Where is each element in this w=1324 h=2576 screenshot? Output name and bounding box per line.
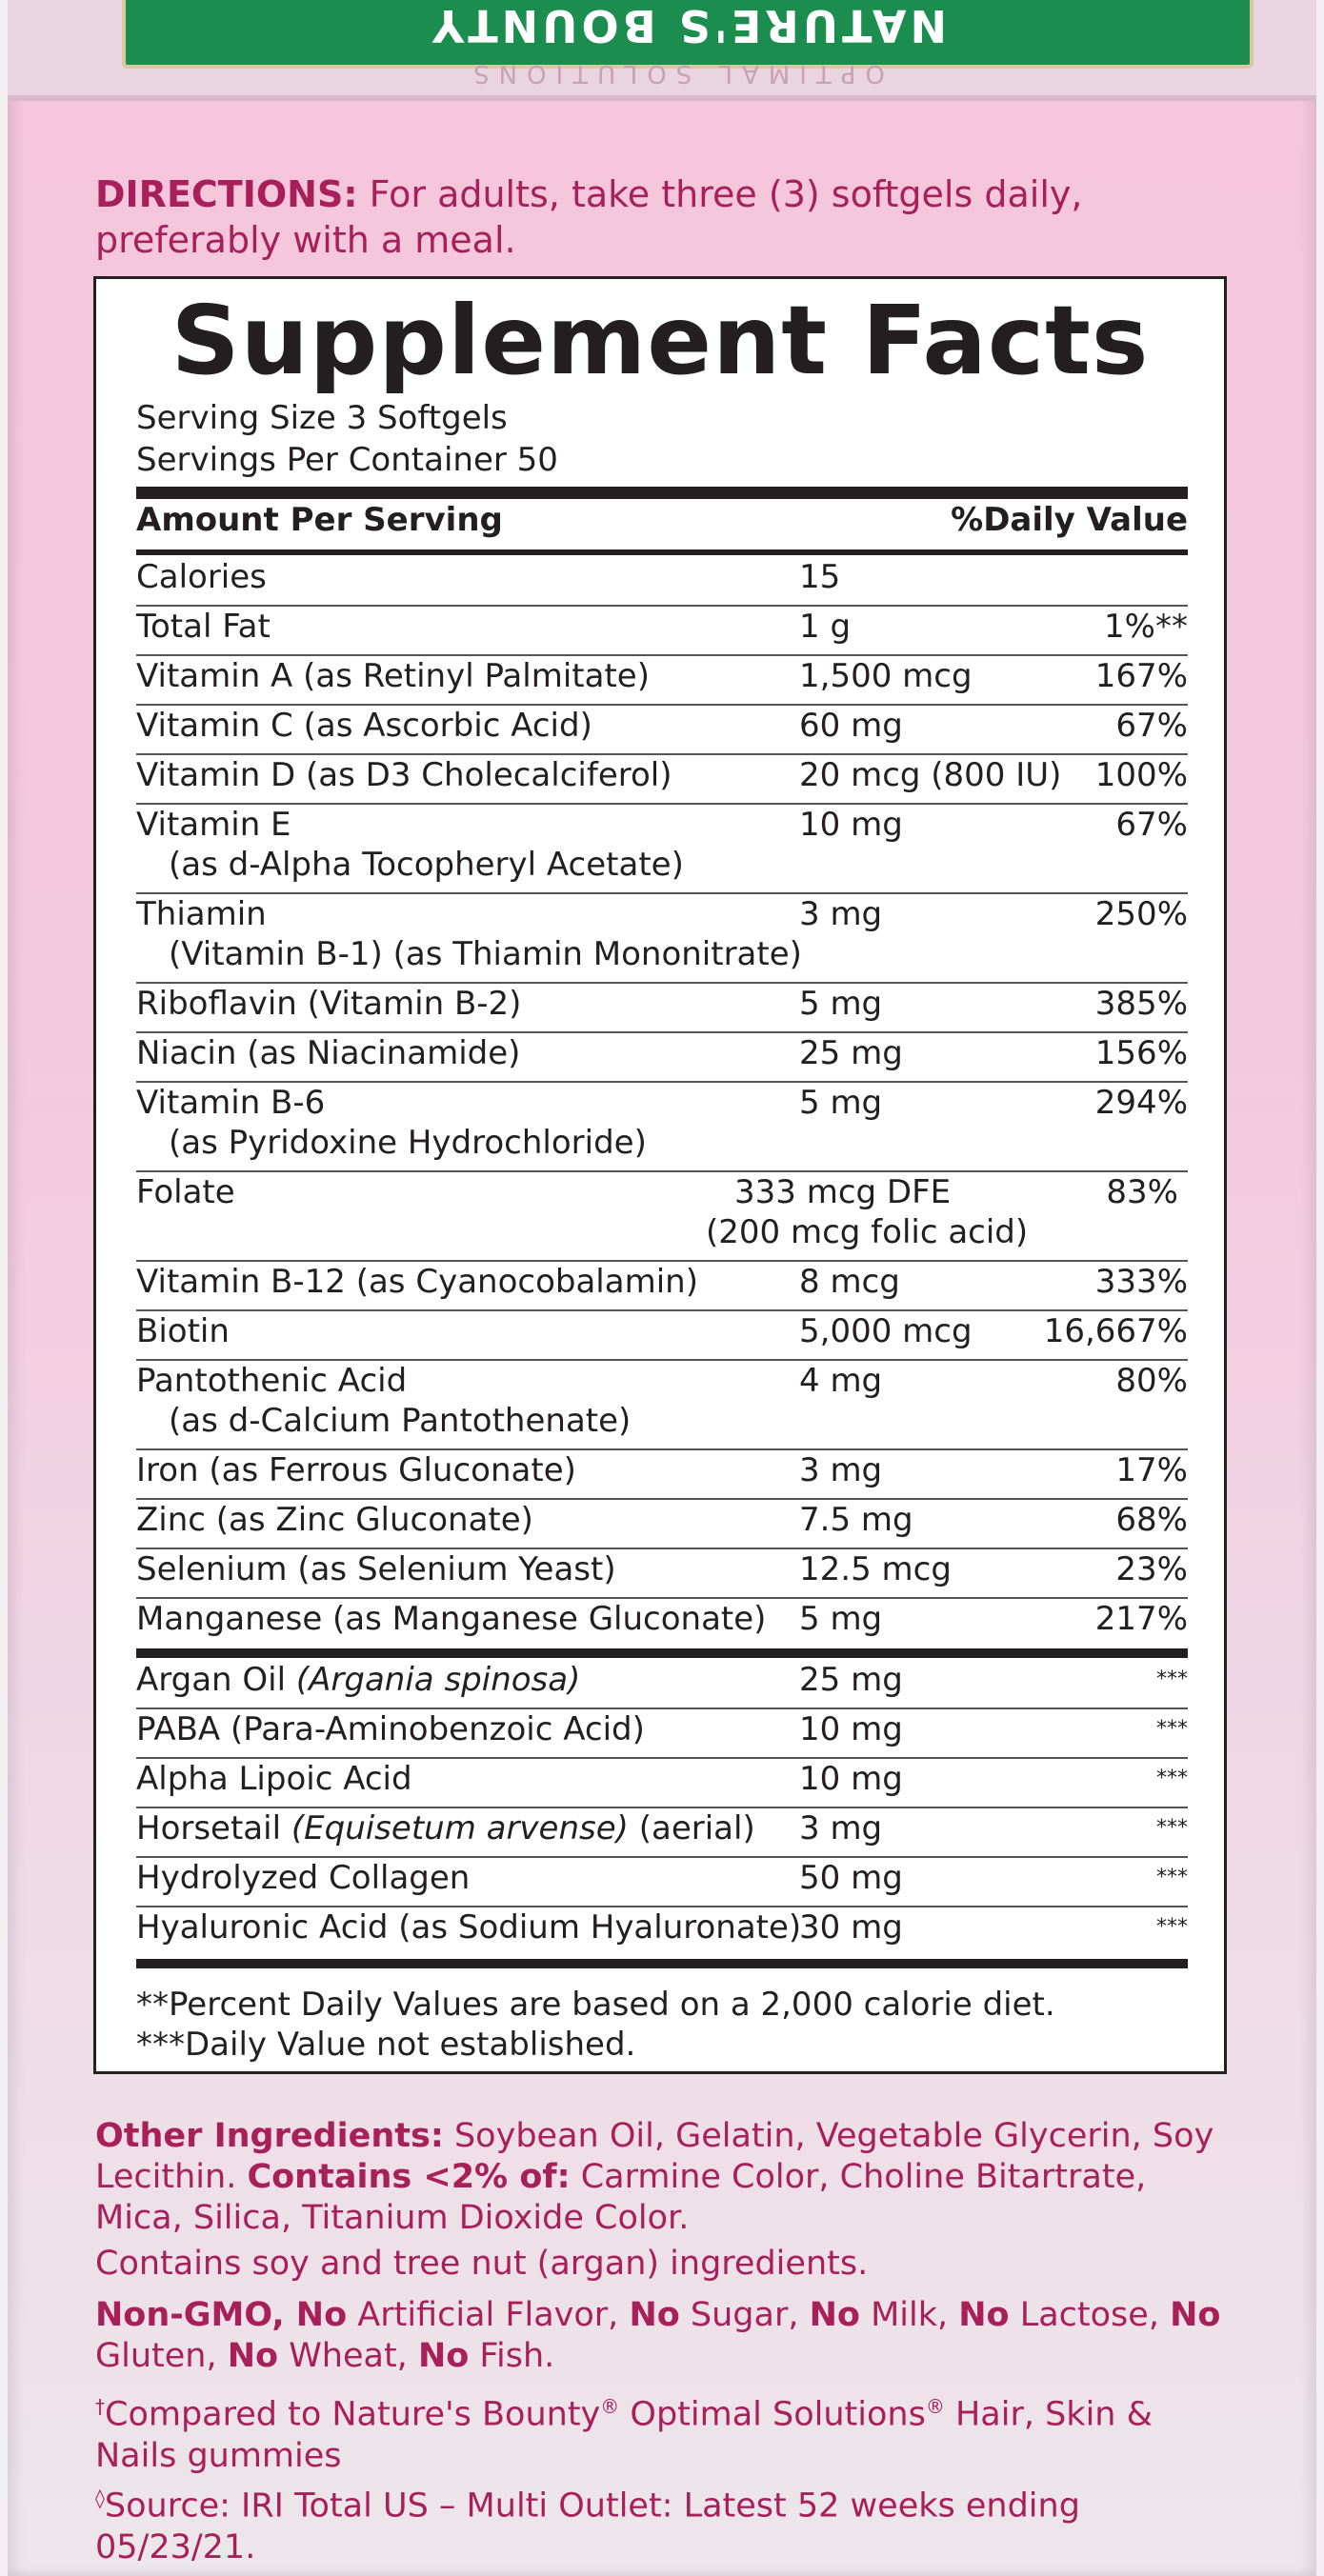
- section-rule: [136, 1648, 1188, 1658]
- non-gmo-text: Gluten,: [95, 2337, 228, 2375]
- daily-value: ***: [1156, 1915, 1188, 1939]
- daily-value: 167%: [1094, 657, 1188, 695]
- daily-value: 80%: [1115, 1362, 1188, 1400]
- daily-value: 17%: [1115, 1451, 1188, 1489]
- nutrient-row: [136, 1500, 1188, 1549]
- nutrient-name: Pantothenic Acid: [136, 1362, 408, 1400]
- directions-label: DIRECTIONS:: [95, 173, 358, 215]
- no-label: No: [809, 2296, 860, 2334]
- medium-rule: [136, 549, 1188, 555]
- ingredient-amount: 10 mg: [799, 1710, 903, 1748]
- non-gmo-text: Sugar,: [679, 2296, 810, 2334]
- nutrient-amount: 5,000 mcg: [799, 1312, 973, 1350]
- nutrient-amount: 10 mg: [799, 806, 903, 844]
- other-ingredients-text: Soybean Oil, Gelatin, Vegetable Glycerin, Soy Lecithin.: [95, 2117, 1214, 2196]
- daily-value: 23%: [1115, 1550, 1188, 1588]
- nutrient-row: [136, 557, 1188, 607]
- ingredient-amount: 10 mg: [799, 1760, 903, 1798]
- nutrient-row: [136, 706, 1188, 755]
- nutrient-amount: 1 g: [799, 608, 852, 646]
- daily-value: 68%: [1115, 1501, 1188, 1539]
- nutrient-amount: 3 mg: [799, 895, 883, 933]
- daily-value: 67%: [1115, 806, 1188, 844]
- ingredient-name: [136, 1907, 801, 1947]
- contains-text: Carmine Color, Choline Bitartrate, Mica, Silica, Titanium Dioxide Color.: [95, 2158, 1147, 2237]
- supplement-facts-panel: [93, 276, 1227, 2074]
- nutrient-amount-detail: (200 mcg folic acid): [706, 1213, 1029, 1251]
- nutrient-row: [136, 755, 1188, 805]
- ingredient-latin-name: (Argania spinosa): [295, 1661, 581, 1699]
- daily-value: ***: [1156, 1767, 1188, 1790]
- facts-title: Supplement Facts: [171, 285, 1150, 396]
- daily-value: 83%: [1106, 1173, 1178, 1211]
- daily-value-label: %Daily Value: [951, 501, 1188, 539]
- daily-value: 217%: [1094, 1600, 1188, 1638]
- ingredient-amount: 3 mg: [799, 1809, 883, 1847]
- ingredient-name: [136, 1858, 470, 1898]
- ingredient-name-text: Hydrolyzed Collagen: [136, 1859, 471, 1897]
- nutrient-row: [136, 1599, 1188, 1648]
- ingredient-name-text: Hyaluronic Acid (as Sodium Hyaluronate): [136, 1908, 802, 1947]
- non-gmo-text: Lactose,: [1009, 2296, 1171, 2334]
- daily-value: 1%**: [1104, 608, 1188, 646]
- no-label: No: [417, 2337, 470, 2375]
- ingredient-name: [136, 1660, 580, 1700]
- non-gmo-text: Fish.: [469, 2337, 555, 2375]
- nutrient-row: [136, 1262, 1188, 1311]
- amount-per-serving-label: Amount Per Serving: [136, 501, 503, 539]
- nutrient-name: Riboflavin (Vitamin B-2): [136, 985, 522, 1023]
- nutrient-row: [136, 656, 1188, 706]
- daily-value: ***: [1156, 1667, 1188, 1691]
- ingredient-name-text: Horsetail: [136, 1809, 282, 1847]
- ingredient-latin-name: (Equisetum arvense): [291, 1809, 629, 1847]
- comparison-text: Compared to Nature's Bounty: [105, 2395, 601, 2434]
- ingredient-name: [136, 1709, 645, 1749]
- registered-mark: ®: [925, 2395, 945, 2418]
- top-flap: [8, 0, 1316, 99]
- daily-value: ***: [1156, 1816, 1188, 1840]
- nutrient-amount: 1,500 mcg: [799, 657, 973, 695]
- other-ingredients: [95, 2116, 1229, 2239]
- nutrient-name: Folate: [136, 1173, 235, 1211]
- source-note: [95, 2478, 1229, 2568]
- ingredient-name-text: PABA (Para-Aminobenzoic Acid): [136, 1710, 645, 1748]
- nutrient-row: [136, 1549, 1188, 1599]
- nutrient-name: Iron (as Ferrous Gluconate): [136, 1451, 576, 1489]
- nutrient-amount: 7.5 mg: [799, 1501, 913, 1539]
- nutrient-row: [136, 1450, 1188, 1500]
- nutrient-row: [136, 1083, 1188, 1172]
- nutrient-name: Total Fat: [136, 608, 271, 646]
- nutrient-row: [136, 805, 1188, 894]
- nutrient-row: [136, 1311, 1188, 1361]
- nutrient-name: Vitamin D (as D3 Cholecalciferol): [136, 756, 672, 794]
- nutrient-source: (as Pyridoxine Hydrochloride): [169, 1124, 647, 1162]
- nutrient-row: [136, 1172, 1188, 1262]
- no-label: No: [629, 2296, 680, 2334]
- directions: [95, 171, 1238, 263]
- other-ingredients-label: Other Ingredients:: [95, 2117, 444, 2155]
- comparison-note: [95, 2386, 1229, 2477]
- source-mark: ◊: [95, 2486, 105, 2509]
- nutrient-amount: 8 mcg: [799, 1263, 900, 1301]
- servings-per-container: Servings Per Container 50: [136, 441, 558, 479]
- non-gmo-text: Milk,: [859, 2296, 959, 2334]
- nutrient-name: Vitamin B-12 (as Cyanocobalamin): [136, 1263, 698, 1301]
- nutrient-name: Vitamin A (as Retinyl Palmitate): [136, 657, 650, 695]
- daily-value: 100%: [1094, 756, 1188, 794]
- nutrient-name: Thiamin: [136, 895, 267, 933]
- non-gmo-text: Wheat,: [278, 2337, 418, 2375]
- comparison-text: Optimal Solutions: [619, 2395, 926, 2434]
- nutrient-source: (as d-Calcium Pantothenate): [169, 1402, 632, 1440]
- non-gmo-statement: [95, 2295, 1229, 2377]
- no-label: No: [1170, 2296, 1221, 2334]
- no-label: No: [958, 2296, 1010, 2334]
- daily-value: 156%: [1094, 1034, 1188, 1072]
- nutrient-amount: 5 mg: [799, 1600, 883, 1638]
- no-label: No: [227, 2337, 279, 2375]
- nutrient-source: (as d-Alpha Tocopheryl Acetate): [169, 846, 684, 884]
- nutrient-source: (Vitamin B-1) (as Thiamin Mononitrate): [169, 935, 802, 973]
- ingredient-name: [136, 1759, 412, 1799]
- nutrient-name: Vitamin C (as Ascorbic Acid): [136, 707, 592, 745]
- non-gmo-label: Non-GMO, No: [95, 2296, 348, 2334]
- daily-value: ***: [1156, 1866, 1188, 1889]
- nutrient-name: Selenium (as Selenium Yeast): [136, 1550, 616, 1588]
- daily-value: 333%: [1094, 1263, 1188, 1301]
- nutrient-amount: 12.5 mcg: [799, 1550, 952, 1588]
- nutrient-name: Zinc (as Zinc Gluconate): [136, 1501, 533, 1539]
- nutrient-name: Manganese (as Manganese Gluconate): [136, 1600, 767, 1638]
- nutrient-row: [136, 1361, 1188, 1450]
- nutrient-name: Vitamin E: [136, 806, 291, 844]
- serving-size: Serving Size 3 Softgels: [136, 399, 508, 437]
- source-text: Source: IRI Total US – Multi Outlet: Latest 52 weeks ending 05/23/21.: [95, 2486, 1080, 2566]
- flap-edge: [8, 95, 1316, 101]
- daily-value: 67%: [1115, 707, 1188, 745]
- footnote-daily-values: **Percent Daily Values are based on a 2,000 calorie diet.: [136, 1986, 1055, 2024]
- nutrient-amount: 333 mcg DFE: [734, 1173, 952, 1211]
- nutrient-name: Calories: [136, 558, 267, 596]
- nutrient-amount: 4 mg: [799, 1362, 883, 1400]
- non-gmo-text: Artificial Flavor,: [347, 2296, 630, 2334]
- nutrient-name: Vitamin B-6: [136, 1084, 326, 1122]
- daily-value: 385%: [1094, 985, 1188, 1023]
- comparison-text: Hair, Skin & Nails gummies: [95, 2395, 1153, 2475]
- daily-value: 250%: [1094, 895, 1188, 933]
- nutrient-amount: 15: [799, 558, 841, 596]
- thick-rule: [136, 487, 1188, 499]
- registered-mark: ®: [600, 2395, 620, 2418]
- ingredient-name-text: Alpha Lipoic Acid: [136, 1760, 412, 1798]
- ingredient-name-text: Argan Oil: [136, 1661, 287, 1699]
- amount-header: [136, 501, 1188, 539]
- daily-value: 16,667%: [1043, 1312, 1188, 1350]
- nutrient-amount: 20 mcg (800 IU): [799, 756, 1062, 794]
- dagger-mark: †: [95, 2395, 105, 2418]
- allergen-statement: Contains soy and tree nut (argan) ingredients.: [95, 2245, 869, 2283]
- footnote-not-established: ***Daily Value not established.: [136, 2026, 636, 2064]
- nutrient-name: Biotin: [136, 1312, 230, 1350]
- contains-label: Contains <2% of:: [247, 2158, 571, 2196]
- daily-value: 294%: [1094, 1084, 1188, 1122]
- daily-value: ***: [1156, 1717, 1188, 1741]
- nutrient-amount: 25 mg: [799, 1034, 903, 1072]
- nutrient-name: Niacin (as Niacinamide): [136, 1034, 521, 1072]
- ingredient-amount: 30 mg: [799, 1908, 903, 1947]
- nutrient-row: [136, 894, 1188, 984]
- ingredient-amount: 25 mg: [799, 1661, 903, 1699]
- brand-subtitle: OPTIMAL SOLUTIONS: [464, 59, 885, 88]
- nutrient-amount: 5 mg: [799, 1084, 883, 1122]
- nutrient-amount: 3 mg: [799, 1451, 883, 1489]
- nutrient-amount: 5 mg: [799, 985, 883, 1023]
- nutrient-row: [136, 1033, 1188, 1083]
- directions-text: For adults, take three (3) softgels daily, preferably with a meal.: [95, 173, 1083, 261]
- bottom-rule: [136, 1959, 1188, 1968]
- ingredient-part: (aerial): [628, 1809, 755, 1847]
- ingredient-name: [136, 1808, 755, 1848]
- nutrient-row: [136, 984, 1188, 1033]
- ingredient-amount: 50 mg: [799, 1859, 903, 1897]
- brand-name: NATURE'S BOUNTY: [428, 0, 948, 51]
- nutrient-amount: 60 mg: [799, 707, 903, 745]
- nutrient-row: [136, 607, 1188, 656]
